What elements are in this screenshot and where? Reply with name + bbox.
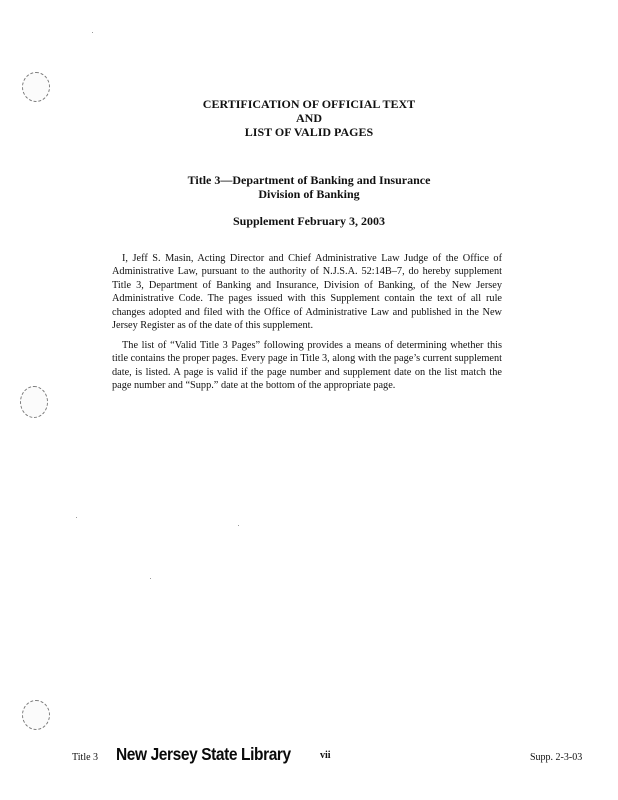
supplement-date-heading: Supplement February 3, 2003: [232, 214, 385, 228]
cert-heading-line3: LIST OF VALID PAGES: [244, 125, 374, 139]
paragraph-1: I, Jeff S. Masin, Acting Director and Chief Administrative Law Judge of the Office of Administrative Law, pursuant to the authority of N.J.S.A. 52:14B–7, do hereby supplement Title 3, Department of Banking and Insurance, Division of Banking, of the New Jersey Administrative Code. The pages issued with this Supplement contain the text of all rule changes adopted and filed with the Office of Administrative Law and published in the New Jersey Register as of the date of this supplement.: [112, 253, 502, 332]
binder-hole-middle: [20, 386, 48, 418]
footer-supp-date: Supp. 2-3-03: [530, 752, 583, 763]
scan-speck: [92, 32, 93, 33]
scan-speck: [76, 517, 77, 518]
paragraph-2: The list of “Valid Title 3 Pages” following provides a means of determining whether this title contains the proper pages. Every page in Title 3, along with the page’s current supplement date, is listed. A page is valid if the page number and supplement date on the list match the page number and “Supp.” date at the bottom of the appropriate page.: [112, 340, 502, 392]
footer-page-number: vii: [320, 750, 331, 761]
certification-paragraph: [112, 252, 502, 332]
cert-heading-line1: CERTIFICATION OF OFFICIAL TEXT: [202, 97, 416, 111]
binder-hole-bottom: [22, 700, 50, 730]
certification-heading: [0, 97, 618, 139]
title-heading-line1: Title 3—Department of Banking and Insurance: [187, 173, 431, 187]
scan-speck: [238, 525, 239, 526]
title-heading-line2: Division of Banking: [258, 187, 360, 201]
library-stamp: New Jersey State Library: [116, 745, 291, 765]
footer-title-ref: Title 3: [72, 752, 99, 763]
cert-heading-line2: AND: [296, 111, 322, 125]
supplement-heading: [0, 214, 618, 228]
scan-speck: [150, 578, 151, 579]
title-heading: [0, 173, 618, 201]
valid-pages-paragraph: [112, 339, 502, 393]
